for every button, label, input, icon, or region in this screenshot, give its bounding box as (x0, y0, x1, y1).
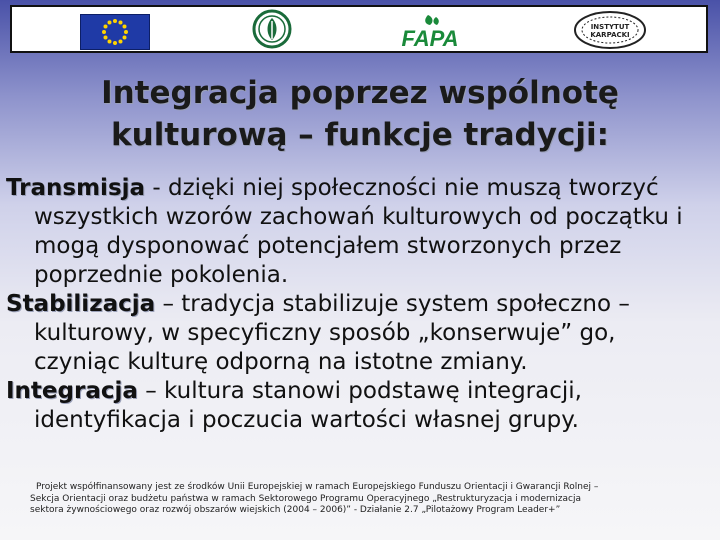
institute-logo (573, 10, 647, 50)
slide-title (0, 72, 720, 156)
agriculture-emblem-icon (252, 9, 292, 49)
institute-line-1: INSTYTUT (590, 23, 630, 31)
paragraph-text: – kultura stanowi podstawę integracji, identyfikacja i poczucia wartości własnej grupy. (34, 378, 582, 433)
footnote-line-1: Projekt współfinansowany jest ze środków Unii Europejskiej w ramach Europejskiego Funduszu Orientacji i Gwarancji Rolnej – (36, 482, 599, 492)
paragraph-transmisja (6, 174, 702, 290)
title-line-1: Integracja poprzez wspólnotę (101, 75, 619, 111)
logo-bar (10, 5, 708, 53)
paragraph-stabilizacja (6, 290, 702, 377)
paragraph-text: – tradycja stabilizuje system społeczno – kulturowy, w specyficzny sposób „konserwuje” go, czyniąc kulturę odporną na istotne zmiany. (34, 291, 630, 375)
fapa-text: FAPA (401, 26, 459, 49)
eu-flag-icon (80, 14, 150, 50)
paragraph-integracja (6, 377, 702, 435)
term-transmisja: Transmisja (6, 175, 146, 201)
fapa-logo (384, 13, 476, 49)
body-text (6, 174, 702, 435)
footnote-line-2: Sekcja Orientacji oraz budżetu państwa w ramach Sektorowego Programu Operacyjnego „Restrukturyzacja i modernizacja (30, 493, 581, 504)
term-integracja: Integracja (6, 378, 138, 404)
term-stabilizacja: Stabilizacja (6, 291, 156, 317)
paragraph-text: - dzięki niej społeczności nie muszą tworzyć wszystkich wzorów zachowań kulturowych od początku i mogą dysponować potencjałem stworzonych przez poprzednie pokolenia. (34, 175, 683, 288)
footnote-line-3: sektora żywnościowego oraz rozwój obszarów wiejskich (2004 – 2006)” - Działanie 2.7 „Pilotażowy Program Leader+” (30, 505, 561, 515)
title-line-2: kulturową – funkcje tradycji: (111, 117, 609, 153)
footnote (30, 482, 710, 517)
institute-line-2: KARPACKI (590, 31, 630, 39)
